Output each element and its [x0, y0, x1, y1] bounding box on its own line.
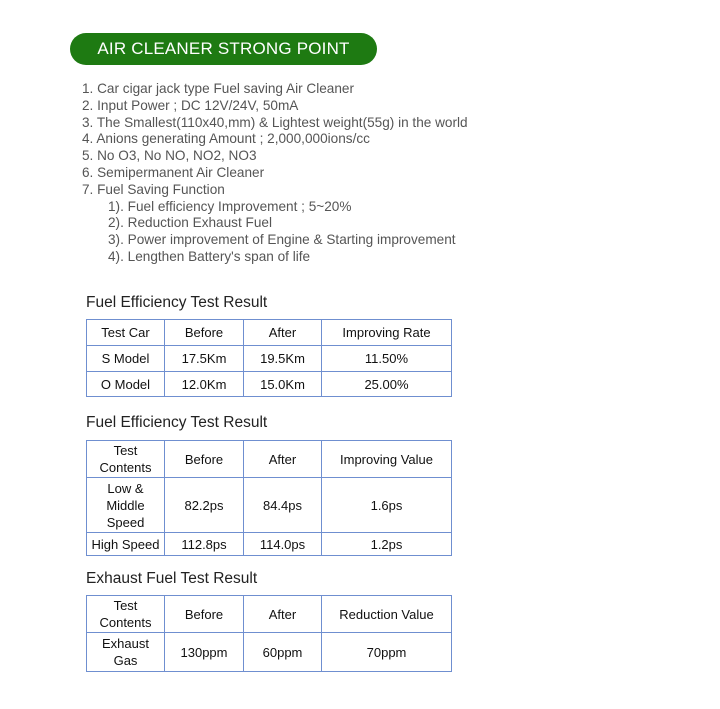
table-header-row — [87, 441, 452, 478]
table-cell: 12.0Km — [165, 372, 244, 397]
table-cell: 112.8ps — [165, 533, 244, 556]
subfeature-item: 4). Lengthen Battery's span of life — [108, 248, 311, 264]
table-cell: 15.0Km — [244, 372, 322, 397]
exhaust-fuel-table — [86, 595, 452, 672]
table-cell: 114.0ps — [244, 533, 322, 556]
subfeature-item: 1). Fuel efficiency Improvement ; 5~20% — [108, 198, 352, 214]
column-header: Before — [165, 441, 244, 478]
table-cell: S Model — [87, 346, 165, 372]
table-cell: O Model — [87, 372, 165, 397]
column-header: Test Contents — [87, 441, 165, 478]
table-cell: 1.6ps — [322, 478, 452, 533]
fuel-efficiency-table-2 — [86, 440, 452, 556]
feature-item: 6. Semipermanent Air Cleaner — [82, 164, 265, 180]
table-row — [87, 478, 452, 533]
fuel-efficiency-table-1 — [86, 319, 452, 397]
column-header: After — [244, 441, 322, 478]
table-cell: 82.2ps — [165, 478, 244, 533]
table-cell: 130ppm — [165, 633, 244, 672]
table-row — [87, 633, 452, 672]
table-cell: 19.5Km — [244, 346, 322, 372]
feature-item: 4. Anions generating Amount ; 2,000,000ions/cc — [82, 131, 370, 147]
column-header: Test Car — [87, 320, 165, 346]
feature-item: 1. Car cigar jack type Fuel saving Air Cleaner — [82, 81, 354, 96]
table-row — [87, 346, 452, 372]
table-cell: 17.5Km — [165, 346, 244, 372]
table-cell: 11.50% — [322, 346, 452, 372]
column-header: Before — [165, 320, 244, 346]
table-cell: 84.4ps — [244, 478, 322, 533]
table1-title: Fuel Efficiency Test Result — [86, 294, 268, 311]
section-banner: AIR CLEANER STRONG POINT — [70, 33, 377, 65]
column-header: After — [244, 320, 322, 346]
column-header: Improving Value — [322, 441, 452, 478]
table-row — [87, 372, 452, 397]
feature-list — [82, 81, 468, 266]
table-cell: 70ppm — [322, 633, 452, 672]
table-cell: 1.2ps — [322, 533, 452, 556]
table-header-row — [87, 596, 452, 633]
table-cell: Exhaust Gas — [87, 633, 165, 672]
column-header: After — [244, 596, 322, 633]
column-header: Improving Rate — [322, 320, 452, 346]
feature-item: 5. No O3, No NO, NO2, NO3 — [82, 148, 257, 164]
column-header: Test Contents — [87, 596, 165, 633]
table-cell: 25.00% — [322, 372, 452, 397]
table-header-row — [87, 320, 452, 346]
column-header: Reduction Value — [322, 596, 452, 633]
table2-title: Fuel Efficiency Test Result — [86, 414, 268, 431]
table-cell: 60ppm — [244, 633, 322, 672]
feature-item: 3. The Smallest(110x40,mm) & Lightest weight(55g) in the world — [82, 114, 468, 130]
subfeature-item: 3). Power improvement of Engine & Starting improvement — [108, 232, 456, 248]
table3-title: Exhaust Fuel Test Result — [86, 570, 258, 587]
column-header: Before — [165, 596, 244, 633]
table-row — [87, 533, 452, 556]
feature-item: 2. Input Power ; DC 12V/24V, 50mA — [82, 97, 299, 113]
feature-item: 7. Fuel Saving Function — [82, 181, 225, 197]
table-cell: Low & Middle Speed — [87, 478, 165, 533]
table-cell: High Speed — [87, 533, 165, 556]
subfeature-item: 2). Reduction Exhaust Fuel — [108, 215, 272, 231]
